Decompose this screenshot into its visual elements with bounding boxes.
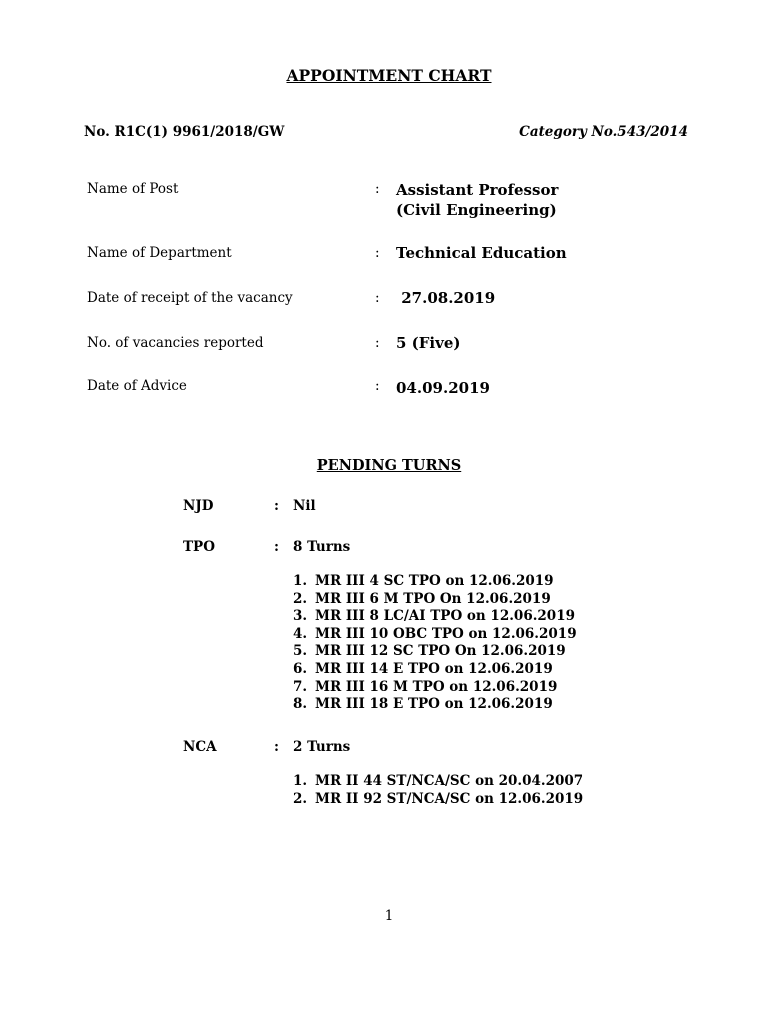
page-number: 1	[384, 908, 394, 924]
list-item-text: MR III 4 SC TPO on 12.06.2019	[315, 573, 554, 589]
list-item	[293, 626, 577, 644]
list-item-number: 1.	[293, 773, 308, 789]
field-value-department: Technical Education	[396, 244, 567, 262]
field-value-receipt-date: 27.08.2019	[396, 289, 496, 307]
field-colon: :	[375, 378, 380, 394]
field-colon: :	[375, 335, 380, 351]
list-item	[293, 591, 577, 609]
tpo-count: 8 Turns	[293, 539, 351, 555]
list-item-text: MR III 18 E TPO on 12.06.2019	[315, 696, 553, 713]
list-item	[293, 608, 577, 626]
field-label-post: Name of Post	[87, 181, 179, 197]
list-item	[293, 643, 577, 661]
list-item	[293, 679, 577, 697]
list-item	[293, 773, 583, 791]
list-item-text: MR II 44 ST/NCA/SC on 20.04.2007	[315, 773, 584, 789]
tpo-label: TPO	[183, 539, 215, 555]
list-item-text: MR III 8 LC/AI TPO on 12.06.2019	[315, 608, 575, 625]
list-item-text: MR III 6 M TPO On 12.06.2019	[315, 590, 551, 607]
reference-number: No. R1C(1) 9961/2018/GW	[84, 124, 285, 140]
list-item	[293, 696, 577, 714]
list-item-number: 2.	[293, 790, 308, 807]
tpo-turns-list	[293, 573, 577, 714]
list-item-number: 6.	[293, 660, 308, 677]
field-colon: :	[375, 290, 380, 306]
list-item-number: 1.	[293, 573, 308, 589]
list-item-text: MR III 14 E TPO on 12.06.2019	[315, 660, 553, 677]
list-item-text: MR III 10 OBC TPO on 12.06.2019	[315, 625, 577, 642]
nca-turns-list	[293, 773, 583, 808]
category-number: Category No.543/2014	[519, 124, 688, 140]
njd-label: NJD	[183, 498, 214, 514]
list-item-number: 5.	[293, 643, 308, 660]
field-label-vacancies: No. of vacancies reported	[87, 335, 264, 351]
njd-colon: :	[274, 498, 279, 514]
pending-turns-title: PENDING TURNS	[316, 457, 462, 474]
list-item	[293, 661, 577, 679]
nca-label: NCA	[183, 739, 217, 755]
list-item	[293, 791, 583, 809]
list-item-text: MR III 12 SC TPO On 12.06.2019	[315, 643, 566, 660]
list-item-number: 8.	[293, 696, 308, 713]
field-colon: :	[375, 245, 380, 261]
list-item-number: 7.	[293, 678, 308, 695]
field-label-receipt-date: Date of receipt of the vacancy	[87, 290, 293, 306]
field-colon: :	[375, 181, 380, 197]
document-title: APPOINTMENT CHART	[286, 66, 492, 85]
field-label-advice-date: Date of Advice	[87, 378, 187, 394]
field-label-department: Name of Department	[87, 245, 232, 261]
field-value-post	[396, 180, 558, 220]
list-item-text: MR III 16 M TPO on 12.06.2019	[315, 678, 558, 695]
field-value-vacancies: 5 (Five)	[396, 334, 461, 352]
tpo-colon: :	[274, 539, 279, 555]
list-item-text: MR II 92 ST/NCA/SC on 12.06.2019	[315, 790, 584, 807]
list-item-number: 3.	[293, 608, 308, 625]
field-value-advice-date: 04.09.2019	[396, 379, 490, 397]
njd-value: Nil	[293, 498, 316, 514]
field-value-post-line2: (Civil Engineering)	[396, 201, 557, 219]
list-item-number: 4.	[293, 625, 308, 642]
list-item-number: 2.	[293, 590, 308, 607]
nca-colon: :	[274, 739, 279, 755]
nca-count: 2 Turns	[293, 739, 351, 755]
field-value-post-line1: Assistant Professor	[396, 181, 559, 199]
list-item	[293, 573, 577, 591]
